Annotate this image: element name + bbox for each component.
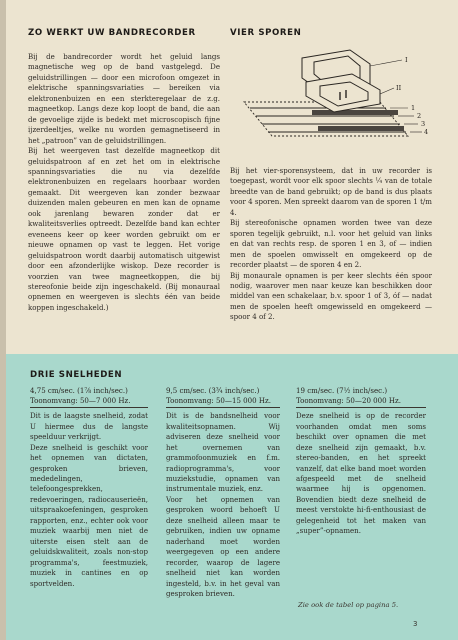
speed-column-3	[296, 386, 426, 537]
track-band-4	[318, 126, 404, 131]
section-title: DRIE SNELHEDEN	[30, 370, 123, 380]
tape-head-diagram-svg	[230, 44, 432, 144]
label-track-3: 3	[421, 120, 426, 128]
paragraph: Deze snelheid is op de recorder voorhanden omdat men soms beschikt over opnamen die met deze snelheid zijn gemaakt, b.v. stereo-banden, en het spreekt vanzelf, dat elke band moet worden afgespeeld met de snelheid waarmee hij is opgenomen. Bovendien biedt deze snelheid de meest verstokte hi-fi-enthousiast de gelegenheid tot het maken van „super”-opnamen.	[296, 411, 426, 536]
label-track-1: 1	[411, 104, 416, 112]
tape-head-diagram	[230, 44, 432, 144]
label-head-2: II	[396, 84, 402, 92]
frequency-range: Toonomvang: 50—15 000 Hz.	[166, 396, 280, 408]
frequency-range: Toonomvang: 50—20 000 Hz.	[296, 396, 426, 408]
section-how-it-works	[28, 28, 220, 313]
speed-value: 4,75 cm/sec. (1⅞ inch/sec.)	[30, 386, 128, 395]
paragraph: Dit is de laagste snelheid, zodat U hiermee dus de langste speelduur verkrijgt.	[30, 411, 148, 442]
frequency-range: Toonomvang: 50—7 000 Hz.	[30, 396, 148, 408]
paragraph: Bij het weergeven tast dezelfde magneetkop dit geluidspatroon af en zet het om in elektrische spanningsvariaties die nu via dezelfde elektronenbuizen en regelaars hoorbaar worden gemaakt. Dit weergeven kan zonder bezwaar duizenden malen gebeuren en men kan de opname ook jarenlang bewaren zonder dat er kwaliteitsverlies optreedt. Dezelfde band kan echter eveneens keer op keer worden gebruikt om er nieuwe opnamen op vast te leggen. Het vorige geluidspatroon wordt daarbij automatisch uitgewist door een afzonderlijke wiskop. Deze recorder is voorzien van twee magneetkoppen, die bij stereofonie beide zijn ingeschakeld. (Bij monauraal opnemen en weergeven is slechts één van beide koppen ingeschakeld.)	[28, 146, 220, 312]
track-band-2	[312, 110, 398, 115]
label-track-4: 4	[424, 128, 429, 136]
label-track-2: 2	[417, 112, 422, 120]
paragraph: Voor het opnemen van gesproken woord behoeft U deze snelheid alleen maar te gebruiken, indien uw opname naderhand moet worden weergegeven op een andere recorder, waarop de lagere snelheid niet kan worden ingesteld, b.v. in het geval van gesproken brieven.	[166, 494, 280, 599]
paragraph: Bij het vier-sporensysteem, dat in uw recorder is toegepast, wordt voor elk spoor slechts ¼ van de totale breedte van de band gebruikt; op de band is dus plaats voor 4 sporen. Men spreekt daarom van de sporen 1 t/m 4.	[230, 166, 432, 217]
paragraph: Bij de bandrecorder wordt het geluid langs magnetische weg op de band vastgelegd. De geluidstrillingen — door een microfoon omgezet in elektrische spanningsvariaties — bereiken via elektronenbuizen en een sterkteregelaar de z.g. magneetkop. Langs deze kop loopt de band, die aan de gevoelige zijde is bedekt met microscopisch fijne ijzerdeeltjes, welke nu worden gemagnetiseerd in het „patroon” van de geluidstrillingen.	[28, 52, 220, 145]
leader-head-2	[380, 88, 394, 94]
speed-column-2	[166, 386, 280, 599]
label-head-1: I	[405, 56, 408, 64]
table-reference: Zie ook de tabel op pagina 5.	[298, 601, 399, 609]
section-title: VIER SPOREN	[230, 28, 302, 38]
speeds-title-wrap	[30, 370, 150, 380]
paragraph: Deze snelheid is geschikt voor het opnemen van dictaten, gesproken brieven, mededelingen, telefoongesprekken, redevoeringen, radiocauserieën, uitspraakoefeningen, gesproken rapporten, enz., echter ook voor muziek waarbij men niet de uiterste eisen stelt aan de geluidskwaliteit, zoals non-stop programma's, feestmuziek, muziek in cantines en op sportvelden.	[30, 442, 148, 588]
speed-column-1	[30, 386, 148, 589]
speed-value: 19 cm/sec. (7½ inch/sec.)	[296, 386, 388, 395]
paragraph: Bij stereofonische opnamen worden twee van deze sporen tegelijk gebruikt, n.l. voor het geluid van links en dat van rechts resp. de sporen 1 en 3, of — indien men de spoelen omwisselt en omgekeerd op de recorder plaatst — de sporen 4 en 2.	[230, 218, 432, 270]
leader-head-1	[370, 60, 402, 66]
section-four-tracks	[230, 28, 432, 323]
paragraph: Bij monaurale opnamen is per keer slechts één spoor nodig, waarover men naar keuze kan beschikken door middel van een schakelaar, b.v. spoor 1 of 3, óf — nadat men de spoelen heeft omgewisseld en omgekeerd — spoor 4 of 2.	[230, 270, 432, 322]
paragraph: Dit is de bandsnelheid voor kwaliteitsopnamen. Wij adviseren deze snelheid voor het overnemen van grammofoonmuziek en f.m. radioprogramma's, voor muziekstudie, opnamen van instrumentale muziek, enz.	[166, 411, 280, 494]
speed-value: 9,5 cm/sec. (3¾ inch/sec.)	[166, 386, 260, 395]
section-title: ZO WERKT UW BANDRECORDER	[28, 28, 196, 38]
page-number: 3	[413, 620, 418, 628]
